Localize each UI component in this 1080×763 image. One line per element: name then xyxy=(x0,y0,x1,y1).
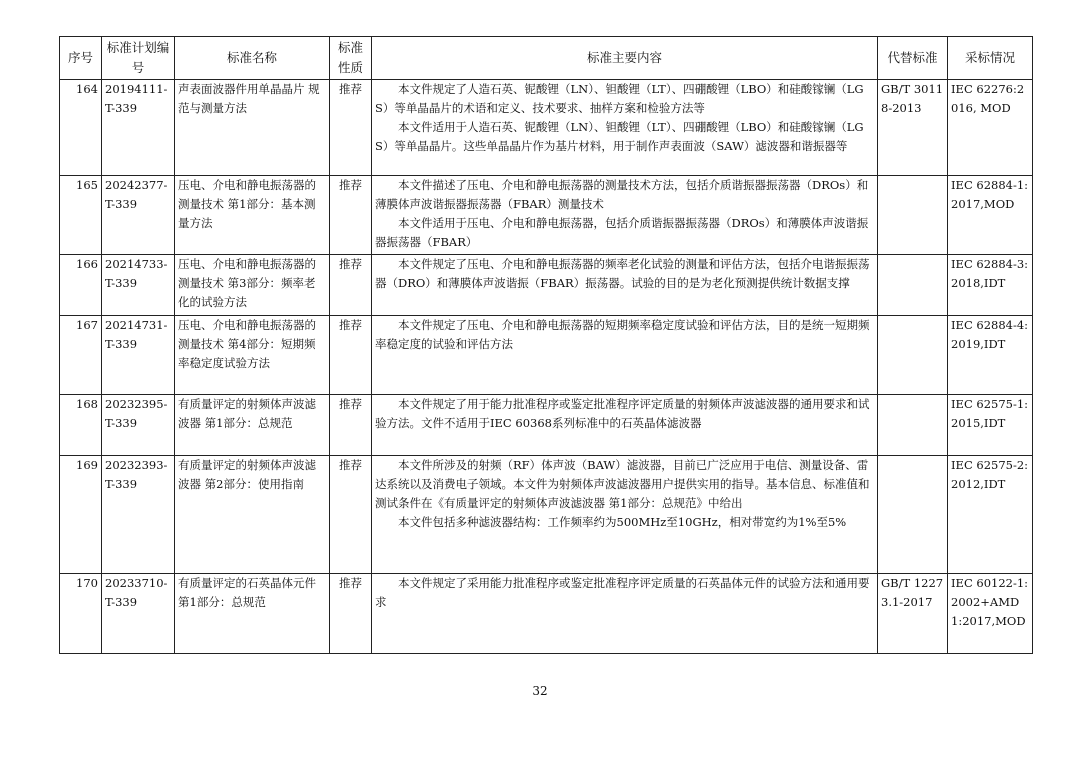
content-paragraph: 本文件包括多种滤波器结构：工作频率约为500MHz至10GHz，相对带宽约为1%至5% xyxy=(398,515,847,529)
cell-content xyxy=(372,395,878,456)
cell-no: 167 xyxy=(60,316,102,395)
cell-name: 有质量评定的射频体声波滤波器 第1部分：总规范 xyxy=(175,395,330,456)
cell-no: 164 xyxy=(60,80,102,176)
cell-nature: 推荐 xyxy=(330,316,372,395)
cell-plan-no: 20194111-T-339 xyxy=(102,80,175,176)
cell-content xyxy=(372,456,878,574)
cell-content xyxy=(372,255,878,316)
content-paragraph: 本文件规定了采用能力批准程序或鉴定批准程序评定质量的石英晶体元件的试验方法和通用要求 xyxy=(375,576,870,609)
cell-no: 169 xyxy=(60,456,102,574)
cell-nature: 推荐 xyxy=(330,80,372,176)
cell-name: 压电、介电和静电振荡器的测量技术 第4部分：短期频率稳定度试验方法 xyxy=(175,316,330,395)
cell-replace: GB/T 30118-2013 xyxy=(878,80,948,176)
cell-plan-no: 20232393-T-339 xyxy=(102,456,175,574)
cell-adopt: IEC 62884-1:2017,MOD xyxy=(948,176,1033,255)
content-paragraph: 本文件适用于压电、介电和静电振荡器，包括介质谐振器振荡器（DROs）和薄膜体声波谐振器振荡器（FBAR） xyxy=(375,216,869,249)
cell-nature: 推荐 xyxy=(330,255,372,316)
cell-replace xyxy=(878,456,948,574)
header-nature: 标准性质 xyxy=(330,37,372,80)
table-row xyxy=(60,316,1033,395)
table-row xyxy=(60,80,1033,176)
cell-replace xyxy=(878,316,948,395)
table-row xyxy=(60,255,1033,316)
content-paragraph: 本文件规定了用于能力批准程序或鉴定批准程序评定质量的射频体声波滤波器的通用要求和试验方法。文件不适用于IEC 60368系列标准中的石英晶体滤波器 xyxy=(375,397,870,430)
cell-no: 168 xyxy=(60,395,102,456)
content-paragraph: 本文件所涉及的射频（RF）体声波（BAW）滤波器，目前已广泛应用于电信、测量设备、雷达系统以及消费电子领域。本文件为射频体声波滤波器用户提供实用的指导。基本信息、标准值和测试条件在《有质量评定的射频体声波滤波器 第1部分：总规范》中给出 xyxy=(375,458,870,510)
cell-plan-no: 20214733-T-339 xyxy=(102,255,175,316)
table-row xyxy=(60,574,1033,654)
cell-no: 165 xyxy=(60,176,102,255)
cell-content xyxy=(372,316,878,395)
table-body xyxy=(60,80,1033,654)
cell-adopt: IEC 62575-2:2012,IDT xyxy=(948,456,1033,574)
cell-replace xyxy=(878,176,948,255)
content-paragraph: 本文件适用于人造石英、铌酸锂（LN）、钽酸锂（LT）、四硼酸锂（LBO）和硅酸镓镧（LGS）等单晶晶片。这些单晶晶片作为基片材料，用于制作声表面波（SAW）滤波器和谐振器等 xyxy=(375,120,864,153)
cell-no: 166 xyxy=(60,255,102,316)
cell-adopt: IEC 62276:2016, MOD xyxy=(948,80,1033,176)
header-plan-no: 标准计划编号 xyxy=(102,37,175,80)
header-no: 序号 xyxy=(60,37,102,80)
content-paragraph: 本文件规定了压电、介电和静电振荡器的频率老化试验的测量和评估方法，包括介电谐振振荡器（DRO）和薄膜体声波谐振（FBAR）振荡器。试验的目的是为老化预测提供统计数据支撑 xyxy=(375,257,870,290)
table-row xyxy=(60,395,1033,456)
cell-name: 压电、介电和静电振荡器的测量技术 第3部分：频率老化的试验方法 xyxy=(175,255,330,316)
cell-name: 有质量评定的射频体声波滤波器 第2部分：使用指南 xyxy=(175,456,330,574)
cell-content xyxy=(372,80,878,176)
cell-adopt: IEC 62575-1:2015,IDT xyxy=(948,395,1033,456)
cell-name: 声表面波器件用单晶晶片 规范与测量方法 xyxy=(175,80,330,176)
cell-content xyxy=(372,574,878,654)
content-paragraph: 本文件描述了压电、介电和静电振荡器的测量技术方法，包括介质谐振器振荡器（DROs）和薄膜体声波谐振器振荡器（FBAR）测量技术 xyxy=(375,178,869,211)
table-row xyxy=(60,176,1033,255)
header-content: 标准主要内容 xyxy=(372,37,878,80)
cell-nature: 推荐 xyxy=(330,176,372,255)
cell-plan-no: 20232395-T-339 xyxy=(102,395,175,456)
cell-adopt: IEC 62884-3:2018,IDT xyxy=(948,255,1033,316)
table-row xyxy=(60,456,1033,574)
cell-nature: 推荐 xyxy=(330,395,372,456)
cell-content xyxy=(372,176,878,255)
header-adopt: 采标情况 xyxy=(948,37,1033,80)
header-name: 标准名称 xyxy=(175,37,330,80)
page-number: 32 xyxy=(532,684,548,698)
header-replace: 代替标准 xyxy=(878,37,948,80)
standards-table xyxy=(59,36,1033,654)
cell-replace xyxy=(878,395,948,456)
cell-plan-no: 20233710-T-339 xyxy=(102,574,175,654)
cell-nature: 推荐 xyxy=(330,574,372,654)
cell-name: 压电、介电和静电振荡器的测量技术 第1部分：基本测量方法 xyxy=(175,176,330,255)
cell-no: 170 xyxy=(60,574,102,654)
cell-adopt: IEC 60122-1:2002+AMD1:2017,MOD xyxy=(948,574,1033,654)
cell-adopt: IEC 62884-4:2019,IDT xyxy=(948,316,1033,395)
content-paragraph: 本文件规定了人造石英、铌酸锂（LN）、钽酸锂（LT）、四硼酸锂（LBO）和硅酸镓镧（LGS）等单晶晶片的术语和定义、技术要求、抽样方案和检验方法等 xyxy=(375,82,864,115)
cell-name: 有质量评定的石英晶体元件 第1部分：总规范 xyxy=(175,574,330,654)
content-paragraph: 本文件规定了压电、介电和静电振荡器的短期频率稳定度试验和评估方法，目的是统一短期频率稳定度的试验和评估方法 xyxy=(375,318,870,351)
cell-plan-no: 20242377-T-339 xyxy=(102,176,175,255)
cell-nature: 推荐 xyxy=(330,456,372,574)
cell-plan-no: 20214731-T-339 xyxy=(102,316,175,395)
table-header-row xyxy=(60,37,1033,80)
cell-replace: GB/T 12273.1-2017 xyxy=(878,574,948,654)
cell-replace xyxy=(878,255,948,316)
